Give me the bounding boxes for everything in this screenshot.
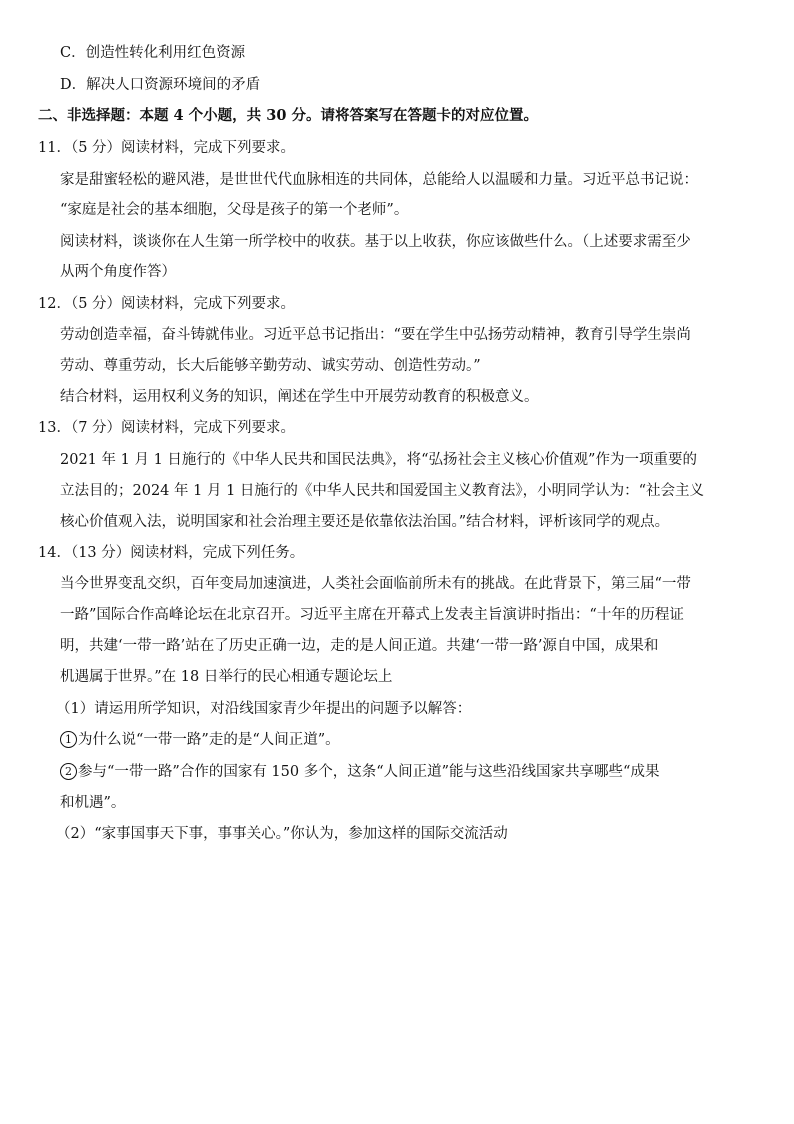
- circled-number-1: 1: [60, 731, 77, 748]
- q11-material-line: 家是甜蜜轻松的避风港，是世世代代血脉相连的共同体，总能给人以温暖和力量。习近平总书记说：: [60, 172, 698, 188]
- q11-requirement-line: 从两个角度作答）: [60, 264, 176, 280]
- q14-material-line: 明，共建‘一带一路’站在了历史正确一边，走的是人间正道。共建‘一带一路’源自中国，成果和: [60, 638, 659, 654]
- option-c: C．创造性转化利用红色资源: [60, 45, 246, 61]
- section-heading: 二、非选择题：本题 4 个小题，共 30 分。请将答案写在答题卡的对应位置。: [38, 107, 538, 124]
- q12-material-line: 劳动、尊重劳动，长大后能够辛勤劳动、诚实劳动、创造性劳动。”: [60, 358, 481, 374]
- q11-material-line: “家庭是社会的基本细胞，父母是孩子的第一个老师”。: [60, 202, 409, 218]
- q14-subquestion-2: （2）“家事国事天下事，事事关心。”你认为，参加这样的国际交流活动: [56, 826, 508, 842]
- q14-item-2-text: 参与“一带一路”合作的国家有 150 多个，这条“人间正道”能与这些沿线国家共享哪些“成果: [78, 764, 660, 780]
- q11-heading: 11．（5 分）阅读材料，完成下列要求。: [38, 140, 296, 156]
- q14-item-1: [60, 730, 340, 750]
- q12-material-line: 劳动创造幸福，奋斗铸就伟业。习近平总书记指出：“要在学生中弘扬劳动精神，教育引导学生崇尚: [60, 327, 691, 343]
- option-d: D．解决人口资源环境间的矛盾: [60, 77, 261, 93]
- q14-heading: 14．（13 分）阅读材料，完成下列任务。: [38, 545, 305, 561]
- q14-item-2-continued: 和机遇”。: [60, 795, 126, 811]
- q14-material-line: 一路”国际合作高峰论坛在北京召开。习近平主席在开幕式上发表主旨演讲时指出：“十年的历程证: [60, 607, 684, 623]
- q13-material-line: 立法目的；2024 年 1 月 1 日施行的《中华人民共和国爱国主义教育法》，小明同学认为：“社会主义: [60, 483, 705, 499]
- q12-requirement-line: 结合材料，运用权利义务的知识，阐述在学生中开展劳动教育的积极意义。: [60, 389, 539, 405]
- q14-subquestion-1: （1）请运用所学知识，对沿线国家青少年提出的问题予以解答：: [56, 701, 472, 717]
- q13-material-line: 2021 年 1 月 1 日施行的《中华人民共和国民法典》，将“弘扬社会主义核心价值观”作为一项重要的: [60, 452, 697, 468]
- q13-material-line: 核心价值观入法，说明国家和社会治理主要还是依靠依法治国。”结合材料，评析该同学的观点。: [60, 514, 670, 530]
- circled-number-2: 2: [60, 763, 77, 780]
- q12-heading: 12．（5 分）阅读材料，完成下列要求。: [38, 296, 296, 312]
- q14-item-2: [60, 762, 659, 782]
- q14-item-1-text: 为什么说“一带一路”走的是“人间正道”。: [78, 732, 340, 748]
- q13-heading: 13．（7 分）阅读材料，完成下列要求。: [38, 420, 296, 436]
- q14-material-line: 当今世界变乱交织，百年变局加速演进，人类社会面临前所未有的挑战。在此背景下，第三届“一带: [60, 576, 691, 592]
- q14-material-line: 机遇属于世界。”在 18 日举行的民心相通专题论坛上: [60, 669, 393, 685]
- q11-requirement-line: 阅读材料，谈谈你在人生第一所学校中的收获。基于以上收获，你应该做些什么。（上述要求需至少: [60, 234, 691, 250]
